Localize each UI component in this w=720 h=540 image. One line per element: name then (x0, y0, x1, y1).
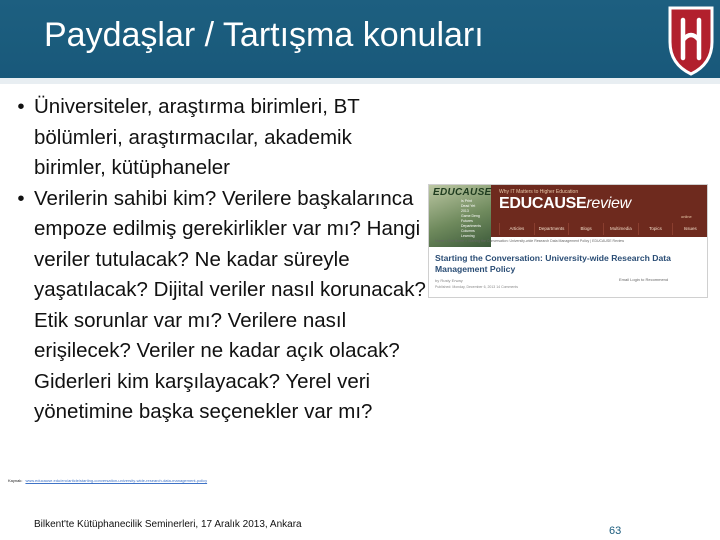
bullet-marker: • (17, 186, 25, 210)
page-number: 63 (609, 525, 622, 537)
bullet-text: Verilerin sahibi kim? Verilere başkalarınca empoze edilmiş gerekirlikler var mı? Hangi veriler tutulacak? Ne kadar süreyle yaşatılacak? Dijital veriler nasıl korunacak? Etik sorunlar var mı? Verilere nasıl erişilecek? Veriler ne kadar açık olacak? Giderleri kim karşılayacak? Yerel veri yönetimine başka seçenekler var mı? (34, 186, 426, 423)
header-divider (0, 78, 720, 84)
screenshot-nav-item: Issues (672, 223, 707, 235)
footer-text: Bilkent'te Kütüphanecilik Seminerleri, 17 Aralık 2013, Ankara (34, 519, 302, 530)
bullet-marker: • (17, 95, 25, 118)
slide-title: Paydaşlar / Tartışma konuları (44, 16, 484, 54)
source-citation (8, 478, 358, 488)
bullet-text: Üniversiteler, araştırma birimleri, BT bölümleri, araştırmacılar, akademik birimler, kütüphaneler (34, 95, 360, 179)
article-screenshot (428, 184, 708, 298)
screenshot-tagline: Why IT Matters to Higher Education (499, 189, 579, 195)
source-link[interactable]: www.educause.edu/ero/article/starting-conversation-university-wide-research-data-management-policy (25, 478, 208, 483)
hacettepe-university-logo (664, 2, 718, 76)
screenshot-byline: by Rusty Erway (435, 278, 463, 283)
screenshot-breadcrumb: Home > Ero Home > Starting the Conversation: University-wide Research Data Management Policy | EDUCAUSE Review (435, 239, 625, 243)
magazine-cover (429, 185, 491, 247)
screenshot-actions: Email Login to Recommend (619, 277, 669, 282)
bullet-item (8, 92, 428, 184)
cover-masthead: EDUCAUSE (433, 187, 492, 198)
screenshot-brand: EDUCAUSEreview (499, 195, 631, 212)
screenshot-nav-item: Departments (534, 223, 569, 235)
cover-lines: Is Print Dead Yet 2013 Game Deng Futures Departments Columns Learning (461, 199, 482, 238)
screenshot-nav-item: Articles (499, 223, 534, 235)
screenshot-headline: Starting the Conversation: University-wide Research Data Management Policy (435, 253, 671, 274)
screenshot-nav-item: Multimedia (603, 223, 638, 235)
screenshot-nav (499, 223, 707, 235)
screenshot-nav-item: Blogs (568, 223, 603, 235)
screenshot-meta: Published: Monday, December 6, 2013 14 Comments (435, 285, 519, 289)
bullet-list (8, 92, 428, 428)
screenshot-brand-sub: online (681, 214, 692, 219)
screenshot-nav-item: Topics (638, 223, 673, 235)
bullet-item (8, 184, 428, 428)
source-label: Kaynak: (8, 478, 23, 483)
